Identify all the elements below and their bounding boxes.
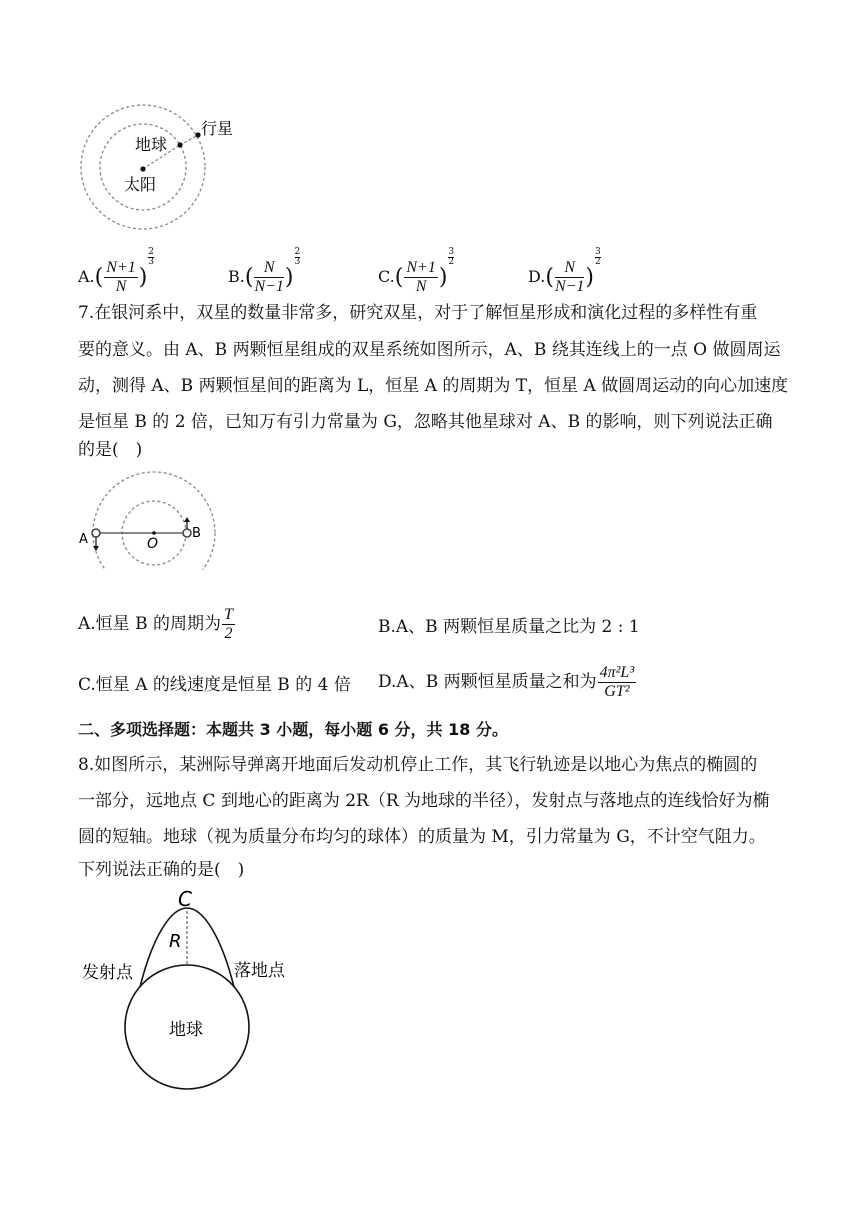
orbit-a [93,472,215,570]
frac-den: N−1 [554,278,585,295]
exp-den: 3 [148,257,155,267]
q8-line-2: 一部分，远地点 C 到地心的距离为 2R（R 为地球的半径），发射点与落地点的连线恰好为椭 [78,791,770,811]
earth-dot [177,142,182,147]
q7-line-3: 动，测得 A、B 两颗恒星间的距离为 L，恒星 A 的周期为 T，恒星 A 做圆周运动的向心加速度 [78,376,789,396]
exp-den: 2 [448,257,455,267]
frac-num: N [254,259,283,278]
q7-line-1: 7.在银河系中，双星的数量非常多，研究双星，对于了解恒星形成和演化过程的多样性有重 [78,303,758,323]
option-text: A.恒星 B 的周期为 [78,614,221,634]
frac-den: N−1 [254,278,284,295]
star-b [183,529,191,537]
exp-num: 3 [595,247,601,257]
q8-line-1: 8.如图所示，某洲际导弹离开地面后发动机停止工作，其飞行轨迹是以地心为焦点的椭圆的 [78,755,758,775]
label-o: O [147,536,159,552]
q7-line-4: 是恒星 B 的 2 倍，已知万有引力常量为 G，忽略其他星球对 A、B 的影响，则下列说法正确 [78,412,773,432]
frac-num: 4π²L³ [599,664,635,681]
label-launch: 发射点 [82,963,133,983]
q7-option-c[interactable]: C.恒星 A 的线速度是恒星 B 的 4 倍 [78,675,351,695]
q6-option-b[interactable]: B.( $\frac{N}{N-1}$ ) $\frac{2}{3}$ [228,247,301,295]
exp-den: 3 [294,257,301,267]
label-b: B [192,526,201,541]
frac-num: N [555,259,584,278]
label-r: R [169,931,182,952]
frac-den: GT² [604,683,630,700]
binary-star-figure [76,470,226,570]
arrow-a-head [93,546,99,551]
earth-planet-line [180,135,198,145]
exp-num: 3 [448,247,455,257]
sun-label: 太阳 [124,175,157,194]
option-letter: D. [528,267,546,286]
exp-den: 2 [595,257,601,267]
option-letter: A. [78,267,95,286]
section2-heading: 二、多项选择题：本题共 3 小题，每小题 6 分，共 18 分。 [78,720,508,739]
q6-option-c[interactable]: C.( $\frac{N+1}{N}$ ) $\frac{3}{2}$ [378,247,455,295]
center-o [152,531,156,535]
orbit-figure [78,92,258,237]
q8-line-3: 圆的短轴。地球（视为质量分布均匀的球体）的质量为 M，引力常量为 G，不计空气阻力。 [78,827,766,847]
option-text: D.A、B 两颗恒星质量之和为 [378,672,597,692]
arrow-b-head [184,517,190,522]
missile-trajectory-figure [80,884,310,1094]
q7-option-b[interactable]: B.A、B 两颗恒星质量之比为 2 : 1 [378,617,640,637]
frac-num: T [223,606,233,623]
q7-option-d[interactable] [378,664,637,701]
q6-option-a[interactable]: A.( $\frac{N+1}{N}$ ) $\frac{2}{3}$ [78,247,155,295]
star-a [92,529,100,537]
planet-label: 行星 [201,119,234,138]
frac-den: 2 [224,625,233,642]
frac-num: N+1 [106,259,136,276]
q7-option-a[interactable] [78,606,236,643]
earth-label: 地球 [135,135,168,154]
frac-den: N [115,278,127,295]
label-landing: 落地点 [234,961,285,981]
label-c: C [178,887,192,911]
sun-dot [140,166,145,171]
frac-num: N+1 [406,259,436,276]
label-earth: 地球 [169,1020,203,1040]
q6-option-d[interactable]: D.( $\frac{N}{N-1}$ ) $\frac{3}{2}$ [528,247,601,295]
planet-dot [195,132,200,137]
q7-line-5: 的是( ) [78,440,143,460]
exp-num: 2 [294,247,301,257]
option-letter: B. [228,267,245,286]
q7-line-2: 要的意义。由 A、B 两颗恒星组成的双星系统如图所示，A、B 绕其连线上的一点 O 做圆周运 [78,340,781,360]
frac-den: N [415,278,427,295]
option-letter: C. [378,267,395,286]
label-a: A [79,532,88,547]
q8-line-4: 下列说法正确的是( ) [78,860,245,880]
exp-num: 2 [148,247,155,257]
